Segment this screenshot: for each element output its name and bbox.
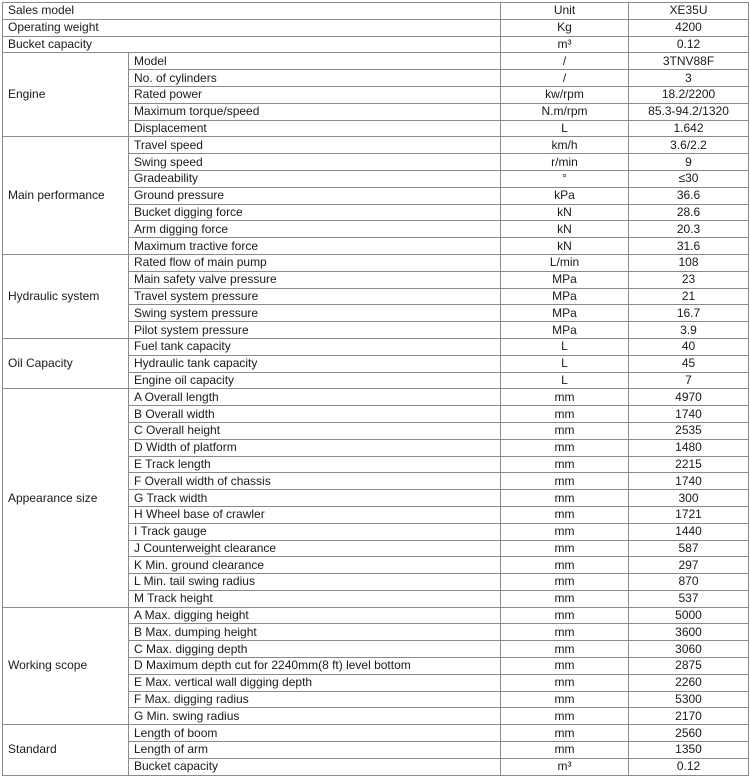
- spec-item: Rated flow of main pump: [129, 254, 501, 271]
- spec-unit: L/min: [501, 254, 629, 271]
- spec-item: No. of cylinders: [129, 70, 501, 87]
- spec-unit: mm: [501, 456, 629, 473]
- spec-unit: mm: [501, 389, 629, 406]
- spec-unit: mm: [501, 473, 629, 490]
- spec-item: Rated power: [129, 86, 501, 103]
- spec-value: 5000: [629, 607, 749, 624]
- spec-value: 21: [629, 288, 749, 305]
- spec-item: Travel system pressure: [129, 288, 501, 305]
- spec-row: [3, 137, 749, 154]
- spec-value: 0.12: [629, 36, 749, 53]
- spec-value: 1440: [629, 523, 749, 540]
- spec-value: 31.6: [629, 238, 749, 255]
- spec-item: L Min. tail swing radius: [129, 574, 501, 591]
- spec-item: Pilot system pressure: [129, 322, 501, 339]
- spec-value: 28.6: [629, 204, 749, 221]
- spec-unit: mm: [501, 557, 629, 574]
- spec-value: 45: [629, 355, 749, 372]
- spec-value: 108: [629, 254, 749, 271]
- spec-unit: mm: [501, 574, 629, 591]
- spec-value: 23: [629, 271, 749, 288]
- spec-unit: mm: [501, 590, 629, 607]
- spec-item: M Track height: [129, 590, 501, 607]
- spec-unit: mm: [501, 691, 629, 708]
- spec-value: 587: [629, 540, 749, 557]
- spec-unit: mm: [501, 624, 629, 641]
- spec-value: 1740: [629, 406, 749, 423]
- spec-row: [3, 36, 749, 53]
- spec-unit: L: [501, 355, 629, 372]
- spec-unit: mm: [501, 523, 629, 540]
- spec-value: 2535: [629, 422, 749, 439]
- spec-value: 870: [629, 574, 749, 591]
- spec-value: 40: [629, 338, 749, 355]
- spec-unit: MPa: [501, 322, 629, 339]
- spec-unit: mm: [501, 607, 629, 624]
- spec-item: Travel speed: [129, 137, 501, 154]
- spec-unit: mm: [501, 674, 629, 691]
- spec-unit: N.m/rpm: [501, 103, 629, 120]
- spec-table-body: [3, 3, 749, 776]
- spec-item: F Max. digging radius: [129, 691, 501, 708]
- spec-item: F Overall width of chassis: [129, 473, 501, 490]
- spec-row: [3, 607, 749, 624]
- header-model: XE35U: [629, 3, 749, 20]
- spec-unit: /: [501, 53, 629, 70]
- spec-unit: mm: [501, 708, 629, 725]
- group-label: Oil Capacity: [3, 338, 129, 388]
- spec-item: D Maximum depth cut for 2240mm(8 ft) level bottom: [129, 658, 501, 675]
- spec-unit: mm: [501, 506, 629, 523]
- spec-item: Fuel tank capacity: [129, 338, 501, 355]
- spec-value: 3.6/2.2: [629, 137, 749, 154]
- spec-value: 1480: [629, 439, 749, 456]
- spec-value: 300: [629, 490, 749, 507]
- spec-value: 0.12: [629, 758, 749, 775]
- spec-item: Gradeability: [129, 170, 501, 187]
- spec-unit: kN: [501, 204, 629, 221]
- spec-value: 2260: [629, 674, 749, 691]
- spec-row: [3, 725, 749, 742]
- spec-value: 2875: [629, 658, 749, 675]
- spec-unit: mm: [501, 540, 629, 557]
- spec-item: Swing speed: [129, 154, 501, 171]
- spec-unit: L: [501, 120, 629, 137]
- spec-unit: kN: [501, 221, 629, 238]
- spec-row: [3, 389, 749, 406]
- spec-unit: r/min: [501, 154, 629, 171]
- spec-label: Operating weight: [3, 19, 501, 36]
- spec-item: B Max. dumping height: [129, 624, 501, 641]
- spec-item: Swing system pressure: [129, 305, 501, 322]
- group-label: Appearance size: [3, 389, 129, 607]
- spec-unit: L: [501, 372, 629, 389]
- spec-row: [3, 19, 749, 36]
- spec-unit: km/h: [501, 137, 629, 154]
- spec-value: 7: [629, 372, 749, 389]
- spec-value: 20.3: [629, 221, 749, 238]
- spec-unit: MPa: [501, 305, 629, 322]
- spec-unit: kw/rpm: [501, 86, 629, 103]
- spec-value: 85.3-94.2/1320: [629, 103, 749, 120]
- spec-value: 4970: [629, 389, 749, 406]
- spec-item: Engine oil capacity: [129, 372, 501, 389]
- spec-item: Length of boom: [129, 725, 501, 742]
- spec-item: B Overall width: [129, 406, 501, 423]
- spec-unit: mm: [501, 725, 629, 742]
- spec-item: A Max. digging height: [129, 607, 501, 624]
- spec-value: 16.7: [629, 305, 749, 322]
- spec-item: Length of arm: [129, 742, 501, 759]
- spec-item: Displacement: [129, 120, 501, 137]
- spec-unit: kN: [501, 238, 629, 255]
- spec-item: A Overall length: [129, 389, 501, 406]
- spec-value: 297: [629, 557, 749, 574]
- spec-item: Main safety valve pressure: [129, 271, 501, 288]
- spec-item: Hydraulic tank capacity: [129, 355, 501, 372]
- spec-value: 2560: [629, 725, 749, 742]
- spec-unit: L: [501, 338, 629, 355]
- spec-value: ≤30: [629, 170, 749, 187]
- header-unit: Unit: [501, 3, 629, 20]
- spec-value: 36.6: [629, 187, 749, 204]
- spec-item: K Min. ground clearance: [129, 557, 501, 574]
- spec-item: I Track gauge: [129, 523, 501, 540]
- spec-item: C Max. digging depth: [129, 641, 501, 658]
- spec-unit: mm: [501, 422, 629, 439]
- spec-item: G Min. swing radius: [129, 708, 501, 725]
- spec-value: 537: [629, 590, 749, 607]
- group-label: Engine: [3, 53, 129, 137]
- spec-item: H Wheel base of crawler: [129, 506, 501, 523]
- spec-value: 4200: [629, 19, 749, 36]
- spec-unit: mm: [501, 742, 629, 759]
- spec-row: [3, 338, 749, 355]
- spec-label: Bucket capacity: [3, 36, 501, 53]
- spec-value: 18.2/2200: [629, 86, 749, 103]
- spec-value: 2170: [629, 708, 749, 725]
- spec-unit: mm: [501, 658, 629, 675]
- spec-unit: m³: [501, 36, 629, 53]
- spec-value: 3060: [629, 641, 749, 658]
- spec-unit: Kg: [501, 19, 629, 36]
- spec-unit: mm: [501, 439, 629, 456]
- header-row: [3, 3, 749, 20]
- spec-unit: kPa: [501, 187, 629, 204]
- group-label: Hydraulic system: [3, 254, 129, 338]
- spec-item: J Counterweight clearance: [129, 540, 501, 557]
- spec-value: 9: [629, 154, 749, 171]
- spec-row: [3, 254, 749, 271]
- spec-item: Maximum torque/speed: [129, 103, 501, 120]
- spec-item: D Width of platform: [129, 439, 501, 456]
- spec-item: Arm digging force: [129, 221, 501, 238]
- spec-table: [2, 2, 749, 776]
- spec-unit: MPa: [501, 271, 629, 288]
- header-sales-model: Sales model: [3, 3, 501, 20]
- spec-unit: mm: [501, 641, 629, 658]
- group-label: Working scope: [3, 607, 129, 725]
- spec-value: 1350: [629, 742, 749, 759]
- spec-item: C Overall height: [129, 422, 501, 439]
- spec-unit: mm: [501, 406, 629, 423]
- spec-unit: m³: [501, 758, 629, 775]
- spec-item: Bucket digging force: [129, 204, 501, 221]
- spec-item: Model: [129, 53, 501, 70]
- spec-value: 3.9: [629, 322, 749, 339]
- spec-item: E Track length: [129, 456, 501, 473]
- spec-unit: °: [501, 170, 629, 187]
- spec-unit: mm: [501, 490, 629, 507]
- spec-item: E Max. vertical wall digging depth: [129, 674, 501, 691]
- spec-item: G Track width: [129, 490, 501, 507]
- group-label: Standard: [3, 725, 129, 775]
- spec-value: 1740: [629, 473, 749, 490]
- spec-value: 3TNV88F: [629, 53, 749, 70]
- spec-value: 5300: [629, 691, 749, 708]
- spec-row: [3, 53, 749, 70]
- spec-item: Bucket capacity: [129, 758, 501, 775]
- spec-value: 3: [629, 70, 749, 87]
- group-label: Main performance: [3, 137, 129, 255]
- spec-item: Maximum tractive force: [129, 238, 501, 255]
- spec-unit: MPa: [501, 288, 629, 305]
- spec-value: 3600: [629, 624, 749, 641]
- spec-item: Ground pressure: [129, 187, 501, 204]
- spec-unit: /: [501, 70, 629, 87]
- spec-value: 1721: [629, 506, 749, 523]
- spec-value: 1.642: [629, 120, 749, 137]
- spec-value: 2215: [629, 456, 749, 473]
